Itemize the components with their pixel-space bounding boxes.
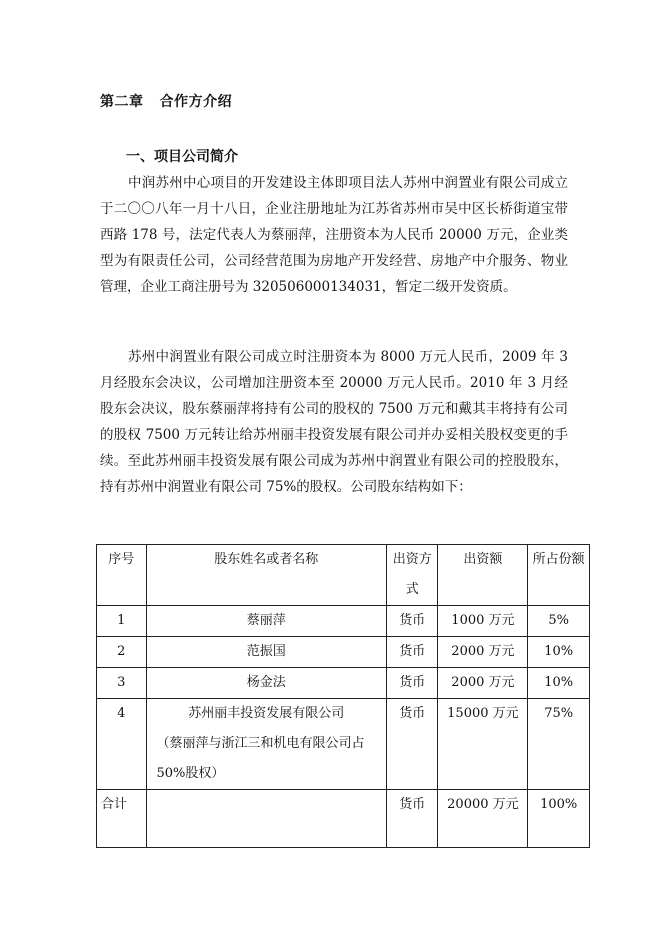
- cell-total-pct: 100%: [528, 790, 590, 848]
- cell-total-method: 货币: [386, 790, 438, 848]
- table-row: [97, 699, 590, 790]
- cell-pct: 75%: [528, 699, 590, 790]
- paragraph-company-intro: 中润苏州中心项目的开发建设主体即项目法人苏州中润置业有限公司成立于二〇〇八年一月十八日，企业注册地址为江苏省苏州市吴中区长桥街道宝带西路 178 号，法定代表人为蔡丽萍，注册资本为人民币 20000 万元，企业类型为有限责任公司，公司经营范围为房地产开发经营、房地产中介服务、物业管理，企业工商注册号为 320506000134031，暂定二级开发资质。: [100, 175, 568, 295]
- shareholder-table: [96, 544, 590, 848]
- table-row: [97, 668, 590, 699]
- chapter-title: 第二章 合作方介绍: [100, 94, 233, 110]
- cell-name: 蔡丽萍: [146, 606, 386, 637]
- cell-total-label: 合计: [97, 790, 147, 848]
- cell-method: 货币: [386, 637, 438, 668]
- table-total-row: [97, 790, 590, 848]
- cell-name: 杨金法: [146, 668, 386, 699]
- cell-amount: 2000 万元: [438, 637, 528, 668]
- header-no: 序号: [97, 545, 147, 606]
- header-amount: 出资额: [438, 545, 528, 606]
- cell-amount: 15000 万元: [438, 699, 528, 790]
- cell-pct: 10%: [528, 637, 590, 668]
- cell-pct: 5%: [528, 606, 590, 637]
- cell-method: 货币: [386, 699, 438, 790]
- paragraph-capital-history: 苏州中润置业有限公司成立时注册资本为 8000 万元人民币，2009 年 3 月经股东会决议，公司增加注册资本至 20000 万元人民币。2010 年 3 月经股东会决议，股东蔡丽萍将持有公司的股权的 7500 万元和戴其丰将持有公司的股权 7500 万元转让给苏州丽丰投资发展有限公司并办妥相关股权变更的手续。至此苏州丽丰投资发展有限公司成为苏州中润置业有限公司的控股股东，持有苏州中润置业有限公司 75%的股权。公司股东结构如下：: [100, 349, 568, 495]
- table-row: [97, 637, 590, 668]
- cell-pct: 10%: [528, 668, 590, 699]
- cell-name: 范振国: [146, 637, 386, 668]
- cell-no: 3: [97, 668, 147, 699]
- cell-method: 货币: [386, 606, 438, 637]
- cell-method: 货币: [386, 668, 438, 699]
- cell-no: 2: [97, 637, 147, 668]
- header-pct: 所占份额: [528, 545, 590, 606]
- cell-no: 1: [97, 606, 147, 637]
- cell-total-name: [146, 790, 386, 848]
- header-name: 股东姓名或者名称: [146, 545, 386, 606]
- header-method: 出资方式: [386, 545, 438, 606]
- cell-name-main: 苏州丽丰投资发展有限公司: [188, 706, 345, 721]
- cell-name: [146, 699, 386, 790]
- cell-total-amount: 20000 万元: [438, 790, 528, 848]
- cell-no: 4: [97, 699, 147, 790]
- table-row: [97, 606, 590, 637]
- cell-name-note: （蔡丽萍与浙江三和机电有限公司占 50%股权）: [156, 736, 365, 781]
- cell-amount: 2000 万元: [438, 668, 528, 699]
- cell-amount: 1000 万元: [438, 606, 528, 637]
- table-header-row: [97, 545, 590, 606]
- section-heading: 一、项目公司简介: [126, 149, 238, 165]
